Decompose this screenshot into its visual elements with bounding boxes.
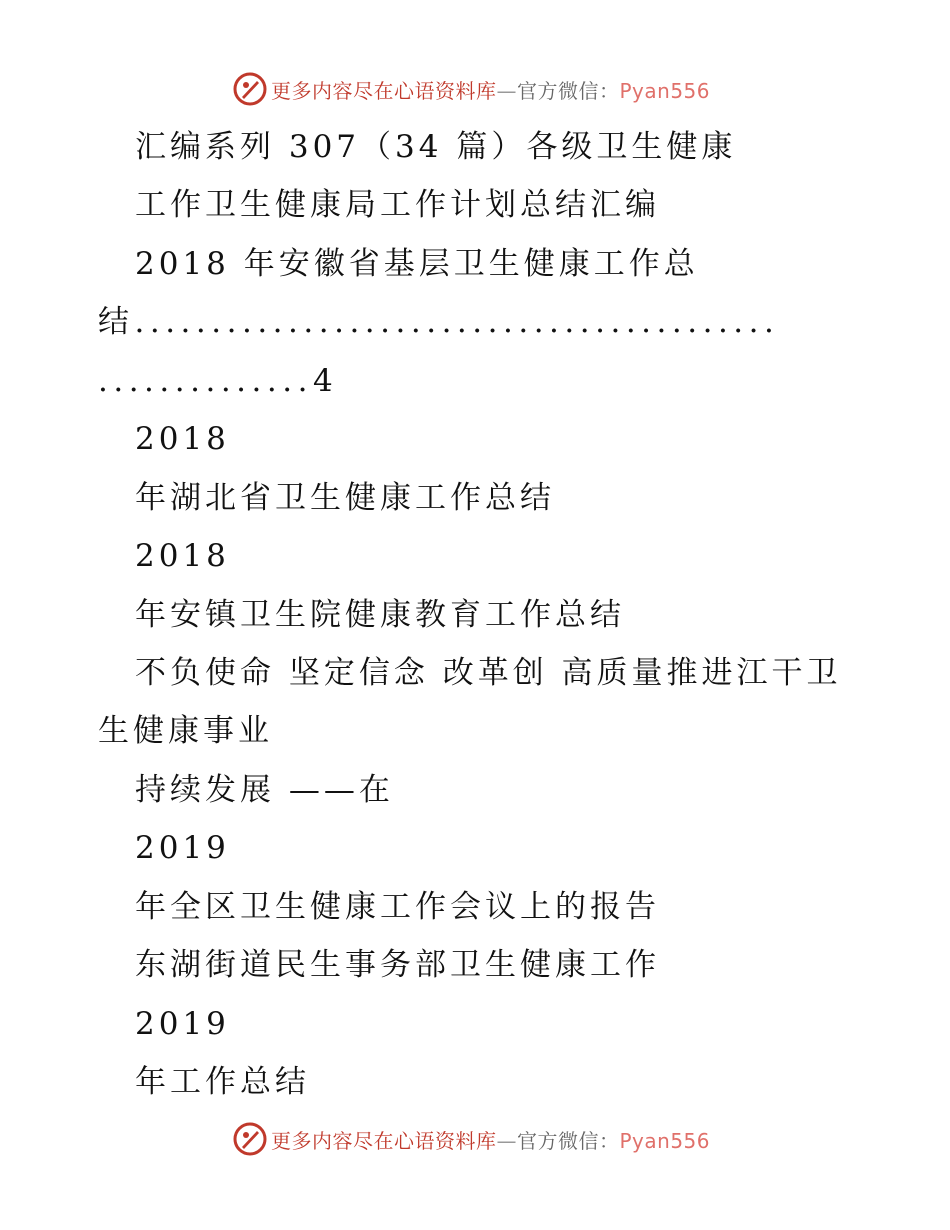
banner-title: 更多内容尽在心语资料库 [271,1128,497,1153]
banner-separator: — [496,78,517,103]
banner-text [271,1125,710,1154]
banner-separator: — [496,1128,517,1153]
doc-line: 2019 [135,1006,230,1042]
toc-page-number: ..............4 [98,363,339,399]
banner-wechat-id: Pyan556 [619,78,711,103]
banner-title: 更多内容尽在心语资料库 [271,78,497,103]
doc-line: 2018 [135,538,230,574]
header-banner [233,72,733,106]
doc-line: 2018 [135,421,230,457]
doc-line: 工作卫生健康局工作计划总结汇编 [135,187,660,223]
doc-line: 东湖街道民生事务部卫生健康工作 [135,947,660,983]
doc-line: 不负使命 坚定信念 改革创 高质量推进江干卫 [135,655,842,691]
quill-badge-icon [233,72,267,106]
doc-line: 汇编系列 307（34 篇）各级卫生健康 [135,129,737,165]
doc-line: 年工作总结 [135,1064,310,1100]
banner-text [271,75,710,104]
banner-wechat-id: Pyan556 [619,1128,711,1153]
banner-label: 官方微信： [517,78,620,103]
quill-badge-icon [233,1122,267,1156]
doc-line: 2018 年安徽省基层卫生健康工作总 [135,246,699,282]
doc-line: 年全区卫生健康工作会议上的报告 [135,889,660,925]
doc-line: 2019 [135,830,230,866]
doc-line: 持续发展 ——在 [135,772,394,808]
doc-line: 年湖北省卫生健康工作总结 [135,480,555,516]
doc-line: 年安镇卫生院健康教育工作总结 [135,597,625,633]
footer-banner [233,1122,733,1156]
toc-dot-leader: 结.......................................... [98,304,780,340]
doc-line: 生健康事业 [98,713,273,749]
banner-label: 官方微信： [517,1128,620,1153]
